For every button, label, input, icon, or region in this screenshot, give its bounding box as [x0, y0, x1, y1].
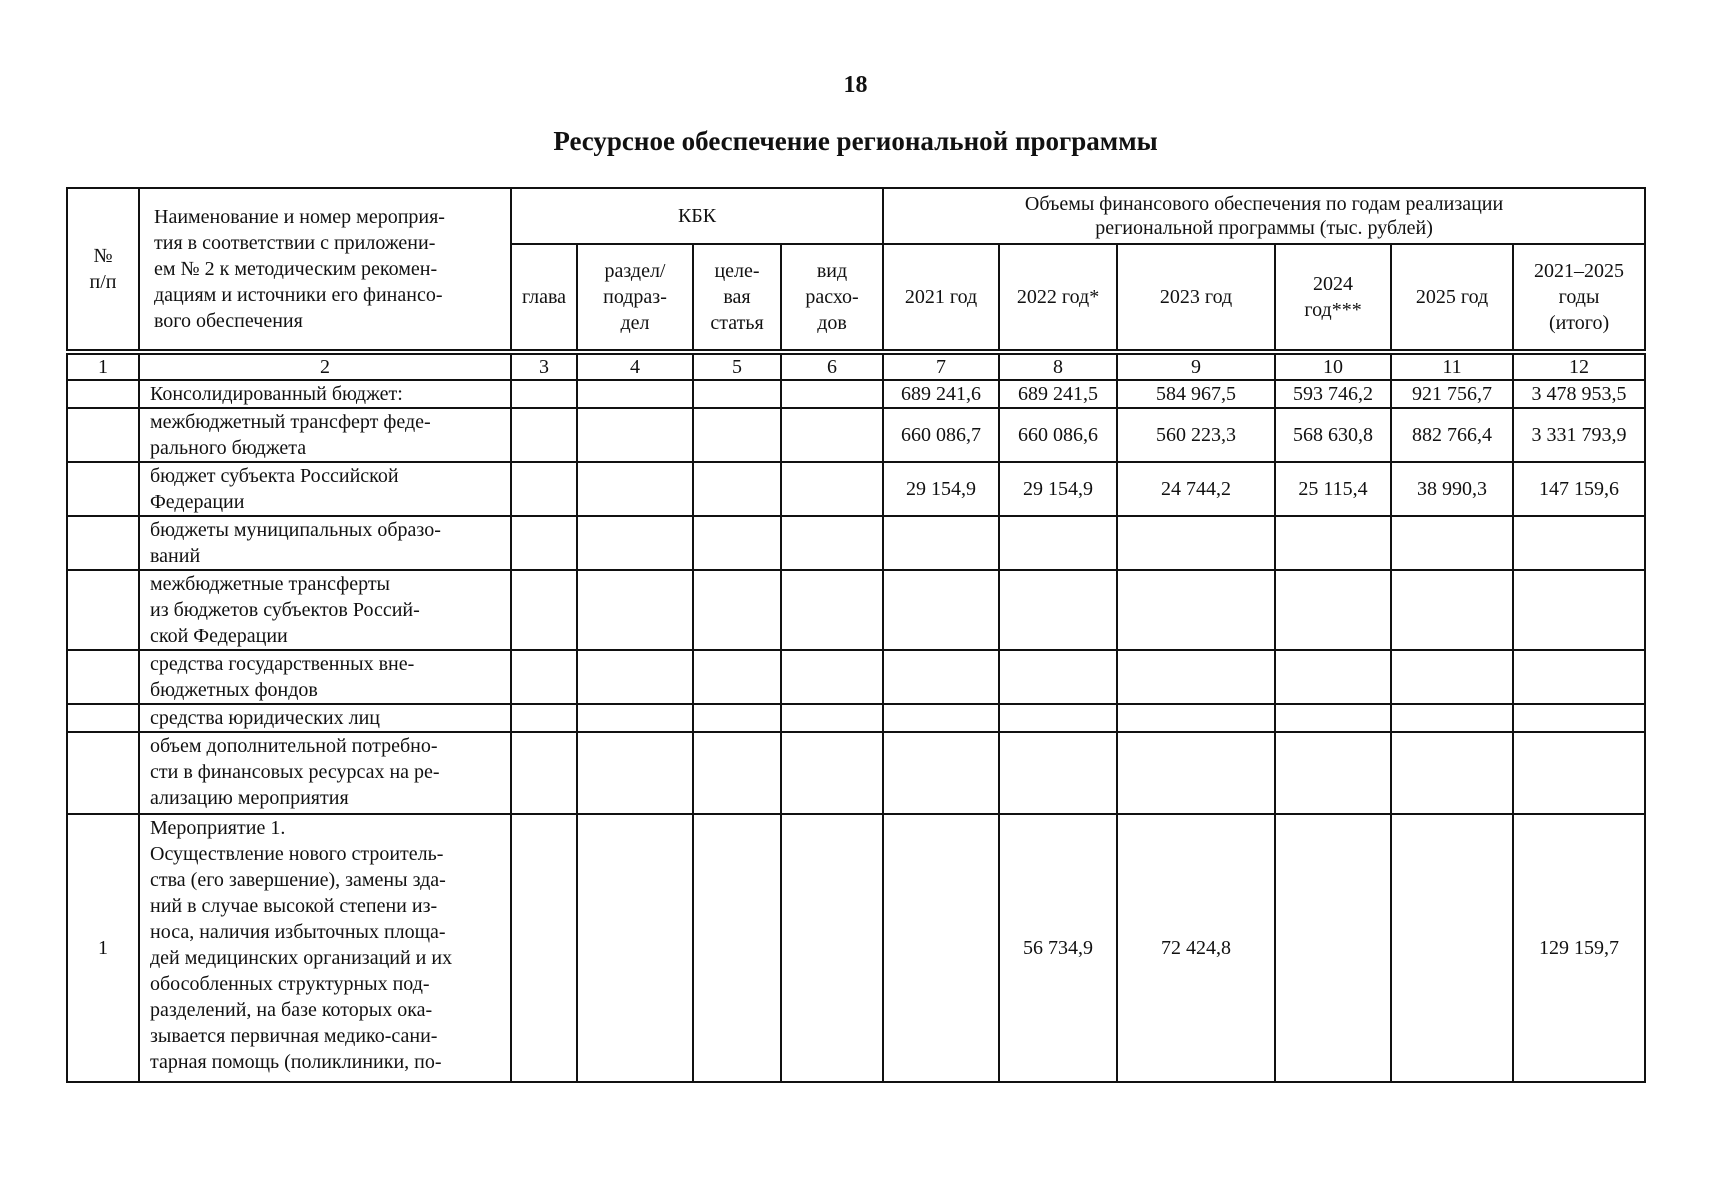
value-cell-total: 147 159,6 — [1513, 462, 1645, 516]
value-cell-v2025 — [1391, 650, 1513, 704]
value-cell-v2025 — [1391, 814, 1513, 1082]
value-cell-v2021: 29 154,9 — [883, 462, 999, 516]
table-row — [67, 408, 1645, 462]
table-row — [67, 814, 1645, 1082]
row-name-cell: средства государственных вне- бюджетных фондов — [139, 650, 511, 704]
kbk-statya-cell — [693, 704, 781, 732]
value-cell-v2025 — [1391, 732, 1513, 814]
kbk-vid-cell — [781, 516, 883, 570]
value-cell-v2023 — [1117, 570, 1275, 650]
value-cell-v2025 — [1391, 516, 1513, 570]
value-cell-v2024 — [1275, 732, 1391, 814]
column-number: 12 — [1513, 354, 1645, 380]
row-name-cell: бюджет субъекта Российской Федерации — [139, 462, 511, 516]
kbk-vid-cell — [781, 408, 883, 462]
column-number: 10 — [1275, 354, 1391, 380]
value-cell-total — [1513, 732, 1645, 814]
kbk-razdel-cell — [577, 380, 693, 408]
header-kbk: КБК — [511, 188, 883, 244]
kbk-statya-cell — [693, 814, 781, 1082]
column-number: 7 — [883, 354, 999, 380]
row-number-cell — [67, 650, 139, 704]
header-2024: 2024 год*** — [1275, 244, 1391, 350]
row-number-cell — [67, 516, 139, 570]
value-cell-v2023 — [1117, 704, 1275, 732]
column-number: 1 — [67, 354, 139, 380]
kbk-razdel-cell — [577, 516, 693, 570]
column-number: 9 — [1117, 354, 1275, 380]
value-cell-v2024 — [1275, 650, 1391, 704]
header-glava: глава — [511, 244, 577, 350]
value-cell-v2024: 568 630,8 — [1275, 408, 1391, 462]
column-number: 8 — [999, 354, 1117, 380]
kbk-glava-cell — [511, 380, 577, 408]
kbk-vid-cell — [781, 704, 883, 732]
kbk-vid-cell — [781, 732, 883, 814]
value-cell-v2021 — [883, 516, 999, 570]
value-cell-v2023 — [1117, 650, 1275, 704]
kbk-glava-cell — [511, 704, 577, 732]
header-row-1 — [67, 188, 1645, 244]
value-cell-v2024 — [1275, 516, 1391, 570]
kbk-razdel-cell — [577, 732, 693, 814]
header-razdel: раздел/ подраз- дел — [577, 244, 693, 350]
table-row — [67, 570, 1645, 650]
column-number: 2 — [139, 354, 511, 380]
table-row — [67, 462, 1645, 516]
header-total: 2021–2025 годы (итого) — [1513, 244, 1645, 350]
value-cell-v2025: 38 990,3 — [1391, 462, 1513, 516]
kbk-glava-cell — [511, 570, 577, 650]
value-cell-v2021 — [883, 732, 999, 814]
table-row — [67, 516, 1645, 570]
value-cell-v2023: 24 744,2 — [1117, 462, 1275, 516]
value-cell-v2025 — [1391, 704, 1513, 732]
value-cell-v2022: 29 154,9 — [999, 462, 1117, 516]
value-cell-v2022 — [999, 570, 1117, 650]
header-2025: 2025 год — [1391, 244, 1513, 350]
value-cell-v2023: 560 223,3 — [1117, 408, 1275, 462]
column-number: 3 — [511, 354, 577, 380]
kbk-razdel-cell — [577, 814, 693, 1082]
header-no: № п/п — [67, 188, 139, 350]
kbk-statya-cell — [693, 570, 781, 650]
kbk-glava-cell — [511, 650, 577, 704]
row-number-cell — [67, 732, 139, 814]
value-cell-v2023: 72 424,8 — [1117, 814, 1275, 1082]
kbk-statya-cell — [693, 516, 781, 570]
value-cell-v2024 — [1275, 704, 1391, 732]
value-cell-v2021 — [883, 650, 999, 704]
resource-table — [66, 187, 1646, 1083]
value-cell-total — [1513, 570, 1645, 650]
value-cell-v2021: 689 241,6 — [883, 380, 999, 408]
kbk-statya-cell — [693, 650, 781, 704]
value-cell-v2022 — [999, 704, 1117, 732]
header-2022: 2022 год* — [999, 244, 1117, 350]
column-number: 5 — [693, 354, 781, 380]
page-number: 18 — [843, 72, 868, 98]
kbk-razdel-cell — [577, 650, 693, 704]
kbk-vid-cell — [781, 380, 883, 408]
row-number-cell — [67, 380, 139, 408]
value-cell-v2024: 25 115,4 — [1275, 462, 1391, 516]
kbk-statya-cell — [693, 732, 781, 814]
kbk-glava-cell — [511, 814, 577, 1082]
column-number: 11 — [1391, 354, 1513, 380]
table-row — [67, 704, 1645, 732]
value-cell-total: 129 159,7 — [1513, 814, 1645, 1082]
value-cell-v2025: 882 766,4 — [1391, 408, 1513, 462]
kbk-glava-cell — [511, 462, 577, 516]
value-cell-v2022 — [999, 732, 1117, 814]
column-number-row — [67, 354, 1645, 380]
value-cell-v2024 — [1275, 814, 1391, 1082]
kbk-glava-cell — [511, 408, 577, 462]
value-cell-v2024: 593 746,2 — [1275, 380, 1391, 408]
value-cell-v2021 — [883, 814, 999, 1082]
table-row — [67, 380, 1645, 408]
kbk-statya-cell — [693, 408, 781, 462]
table-body — [67, 350, 1645, 1082]
value-cell-v2022 — [999, 650, 1117, 704]
row-name-cell: межбюджетный трансферт феде- рального бюджета — [139, 408, 511, 462]
resource-table-wrapper — [66, 187, 1646, 1083]
value-cell-total: 3 478 953,5 — [1513, 380, 1645, 408]
row-number-cell — [67, 408, 139, 462]
value-cell-v2021 — [883, 704, 999, 732]
table-row — [67, 732, 1645, 814]
header-vid: вид расхо- дов — [781, 244, 883, 350]
kbk-vid-cell — [781, 462, 883, 516]
value-cell-total — [1513, 516, 1645, 570]
document-title: Ресурсное обеспечение региональной программы — [553, 126, 1158, 156]
row-name-cell: объем дополнительной потребно- сти в финансовых ресурсах на ре- ализацию мероприятия — [139, 732, 511, 814]
column-number: 6 — [781, 354, 883, 380]
row-number-cell — [67, 704, 139, 732]
value-cell-v2022: 689 241,5 — [999, 380, 1117, 408]
header-name: Наименование и номер мероприя- тия в соответствии с приложени- ем № 2 к методическим рекомен- дациям и источники его финансо- вого обеспечения — [139, 188, 511, 350]
kbk-glava-cell — [511, 732, 577, 814]
row-name-cell: Мероприятие 1. Осуществление нового строитель- ства (его завершение), замены зда- ний в случае высокой степени из- носа, наличия избыточных площа- дей медицинских организаций и их обособленных структурных под- разделений, на базе которых ока- зывается первичная медико-сани- тарная помощь (поликлиники, по- — [139, 814, 511, 1082]
kbk-statya-cell — [693, 380, 781, 408]
value-cell-v2024 — [1275, 570, 1391, 650]
value-cell-v2025: 921 756,7 — [1391, 380, 1513, 408]
row-name-cell: средства юридических лиц — [139, 704, 511, 732]
row-name-cell: Консолидированный бюджет: — [139, 380, 511, 408]
value-cell-v2023 — [1117, 732, 1275, 814]
header-2021: 2021 год — [883, 244, 999, 350]
row-number-cell — [67, 462, 139, 516]
value-cell-v2021: 660 086,7 — [883, 408, 999, 462]
header-statya: целе- вая статья — [693, 244, 781, 350]
kbk-vid-cell — [781, 814, 883, 1082]
value-cell-v2023 — [1117, 516, 1275, 570]
value-cell-v2022: 660 086,6 — [999, 408, 1117, 462]
value-cell-v2023: 584 967,5 — [1117, 380, 1275, 408]
row-number-cell: 1 — [67, 814, 139, 1082]
row-name-cell: бюджеты муниципальных образо- ваний — [139, 516, 511, 570]
header-volumes: Объемы финансового обеспечения по годам реализации региональной программы (тыс. рублей) — [883, 188, 1645, 244]
header-2023: 2023 год — [1117, 244, 1275, 350]
value-cell-total: 3 331 793,9 — [1513, 408, 1645, 462]
value-cell-v2022 — [999, 516, 1117, 570]
value-cell-v2021 — [883, 570, 999, 650]
value-cell-v2022: 56 734,9 — [999, 814, 1117, 1082]
kbk-razdel-cell — [577, 462, 693, 516]
kbk-vid-cell — [781, 650, 883, 704]
value-cell-total — [1513, 650, 1645, 704]
kbk-statya-cell — [693, 462, 781, 516]
row-number-cell — [67, 570, 139, 650]
value-cell-v2025 — [1391, 570, 1513, 650]
value-cell-total — [1513, 704, 1645, 732]
table-row — [67, 650, 1645, 704]
kbk-glava-cell — [511, 516, 577, 570]
kbk-vid-cell — [781, 570, 883, 650]
kbk-razdel-cell — [577, 704, 693, 732]
kbk-razdel-cell — [577, 408, 693, 462]
row-name-cell: межбюджетные трансферты из бюджетов субъектов Россий- ской Федерации — [139, 570, 511, 650]
column-number: 4 — [577, 354, 693, 380]
kbk-razdel-cell — [577, 570, 693, 650]
